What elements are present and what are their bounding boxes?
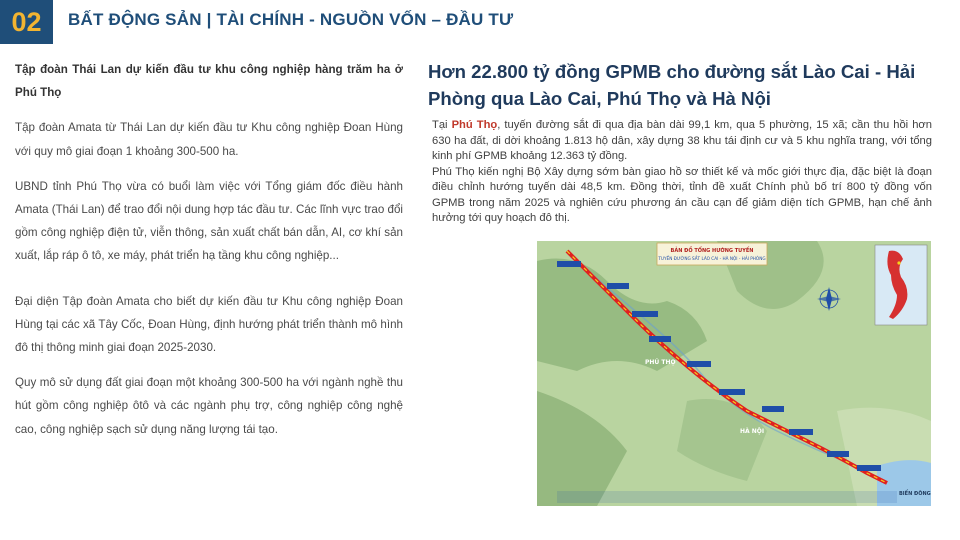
map-label-ha-noi: HÀ NỘI [740,428,765,435]
railway-route-map [537,241,931,506]
left-article-paragraph-1: Tập đoàn Amata từ Thái Lan dự kiến đầu tư Khu công nghiệp Đoan Hùng với quy mô giai đoạn 1 khoảng 300-500 ha. [15,121,403,158]
left-article-paragraph-3: Đại diện Tập đoàn Amata cho biết dự kiến đầu tư Khu công nghiệp Đoan Hùng tại các xã Tây Cốc, Đoan Hùng, định hướng phát triển thành mô hình đô thị thông minh giai đoạn 2025-2030. [15,294,403,355]
right-article-body [432,118,932,227]
map-label-phu-tho: PHÚ THỌ [645,359,676,366]
vietnam-inset-map [875,245,927,325]
right-article-title: Hơn 22.800 tỷ đồng GPMB cho đường sắt Lào Cai - Hải Phòng qua Lào Cai, Phú Thọ và Hà Nội [428,61,916,109]
intro-rest: , tuyến đường sắt đi qua địa bàn dài 99,1 km, qua 5 phường, 15 xã; cần thu hồi hơn 630 ha đất, di dời khoảng 1.813 hộ dân, xây dựng 38 khu tái định cư và 5 khu nghĩa trang, với tổng kinh phí GPMB khoảng 12.363 tỷ đồng. [432,119,932,162]
map-label-bien-dong: BIỂN ĐÔNG [899,491,931,497]
right-article-paragraph-2: Phú Thọ kiến nghị Bộ Xây dựng sớm bàn giao hồ sơ thiết kế và mốc giới thực địa, đặc biệt là đoạn điều chỉnh hướng tuyến dài 48,5 km. Đồng thời, tỉnh đề xuất Chính phủ bố trí 800 tỷ đồng vốn GPMB trong năm 2025 và nghiên cứu phương án cầu cạn để giảm diện tích GPMB, hạn chế ảnh hưởng tới quy hoạch đô thị. [432,165,932,224]
left-article-paragraph-2: UBND tỉnh Phú Thọ vừa có buổi làm việc với Tổng giám đốc điều hành Amata (Thái Lan) để trao đổi nội dung hợp tác đầu tư. Các lĩnh vực trao đổi gồm công nghiệp điện tử, viễn thông, sản xuất chất bán dẫn, AI, cơ khí sản xuất, lắp ráp ô tô, xe máy, phát triển hạ tầng khu công nghiệp... [15,179,403,263]
left-article [15,58,403,453]
map-graphic [537,241,931,506]
section-number: 02 [0,0,53,44]
right-article [428,58,940,227]
intro-highlight: Phú Thọ [451,119,498,131]
intro-prefix: Tại [432,119,452,131]
map-title-line2: TUYẾN ĐƯỜNG SẮT LÀO CAI - HÀ NỘI - HẢI PHÒNG [658,256,766,261]
map-title-line1: BẢN ĐỒ TỔNG HƯỚNG TUYẾN [670,248,754,254]
left-article-paragraph-4: Quy mô sử dụng đất giai đoạn một khoảng 300-500 ha với ngành nghề thu hút gồm công nghiệp ôtô và các ngành phụ trợ, công nghiệp công nghệ cao, công nghiệp sạch sử dụng năng lượng tái tạo. [15,376,403,436]
slide-header [0,0,960,44]
left-article-lead: Tập đoàn Thái Lan dự kiến đầu tư khu công nghiệp hàng trăm ha ở Phú Thọ [15,63,403,100]
section-title: BẤT ĐỘNG SẢN | TÀI CHÍNH - NGUỒN VỐN – ĐẦU TƯ [68,10,514,29]
